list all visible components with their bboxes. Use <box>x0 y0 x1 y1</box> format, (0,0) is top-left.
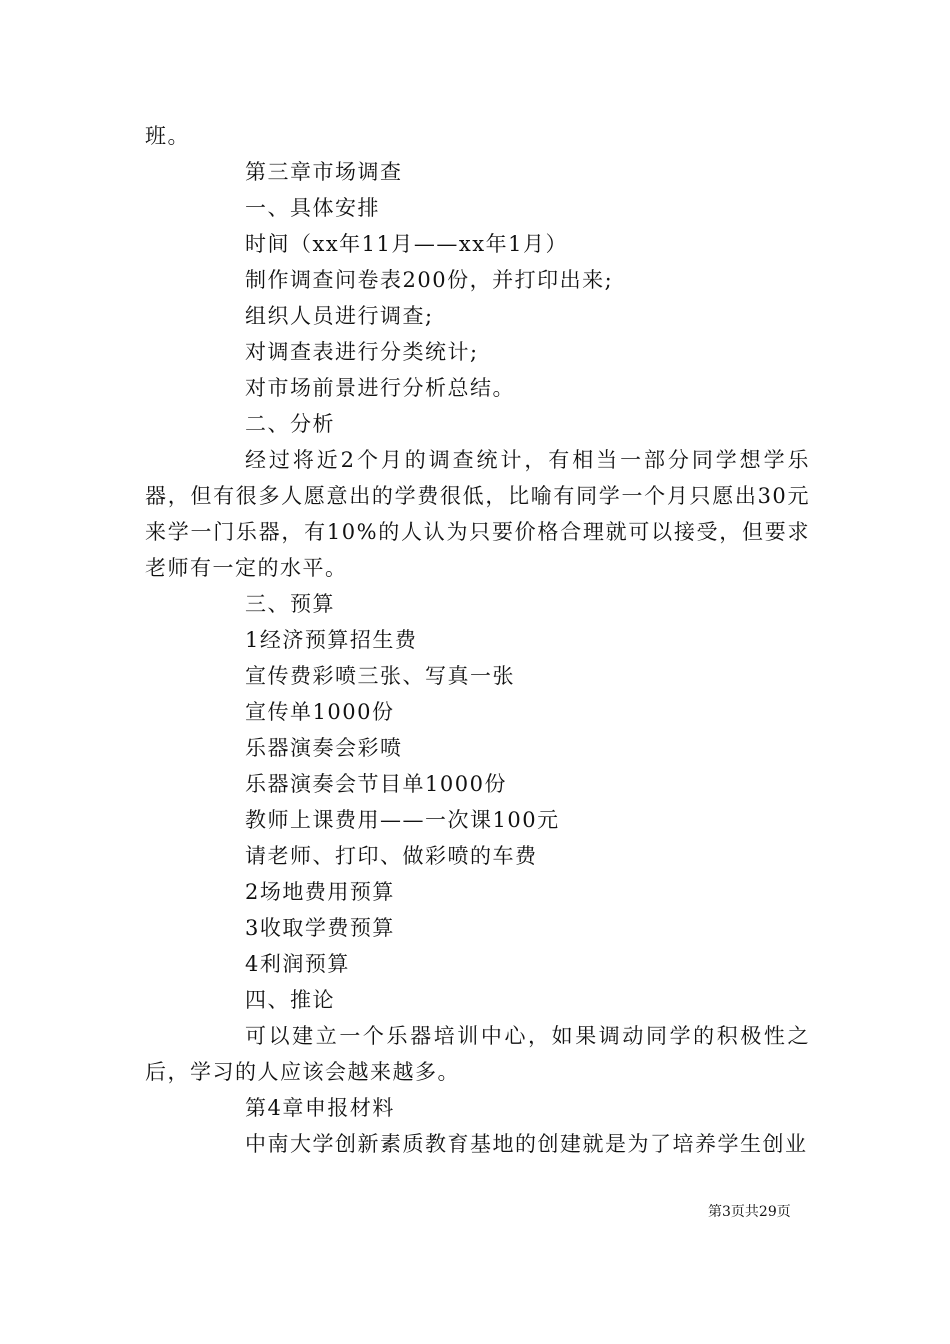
text-line-budget-ads: 宣传费彩喷三张、写真一张 <box>245 664 515 688</box>
text-line-continuation: 班。 <box>145 124 190 148</box>
text-line-budget-4: 4利润预算 <box>245 952 350 976</box>
chapter-heading-application: 第4章申报材料 <box>245 1096 395 1120</box>
text-line-budget-transport: 请老师、打印、做彩喷的车费 <box>245 844 538 868</box>
section-heading-analysis: 二、分析 <box>245 412 335 436</box>
document-body <box>145 118 810 1162</box>
text-line-budget-2: 2场地费用预算 <box>245 880 395 904</box>
text-line-statistics: 对调查表进行分类统计; <box>245 340 479 364</box>
text-line-summary: 对市场前景进行分析总结。 <box>245 376 515 400</box>
text-line-budget-1: 1经济预算招生费 <box>245 628 418 652</box>
text-line-application-start: 中南大学创新素质教育基地的创建就是为了培养学生创业 <box>245 1132 808 1156</box>
text-line-budget-flyers: 宣传单1000份 <box>245 700 395 724</box>
text-line-budget-3: 3收取学费预算 <box>245 916 395 940</box>
text-line-time: 时间（xx年11月——xx年1月） <box>245 232 568 256</box>
chapter-heading-market-survey: 第三章市场调查 <box>245 160 403 184</box>
section-heading-budget: 三、预算 <box>245 592 335 616</box>
text-line-budget-teacher: 教师上课费用——一次课100元 <box>245 808 560 832</box>
text-line-budget-program: 乐器演奏会节目单1000份 <box>245 772 507 796</box>
text-line-budget-concert-print: 乐器演奏会彩喷 <box>245 736 403 760</box>
page-number-footer: 第3页共29页 <box>708 1204 791 1220</box>
text-line-organize: 组织人员进行调查; <box>245 304 434 328</box>
paragraph-analysis: 经过将近2个月的调查统计，有相当一部分同学想学乐器，但有很多人愿意出的学费很低，比喻有同学一个月只愿出30元来学一门乐器，有10%的人认为只要价格合理就可以接受，但要求老师有一定的水平。 <box>145 448 810 580</box>
text-line-questionnaire: 制作调查问卷表200份，并打印出来; <box>245 268 614 292</box>
section-heading-conclusion: 四、推论 <box>245 988 335 1012</box>
section-heading-arrangement: 一、具体安排 <box>245 196 380 220</box>
paragraph-conclusion: 可以建立一个乐器培训中心，如果调动同学的积极性之后，学习的人应该会越来越多。 <box>145 1024 810 1084</box>
